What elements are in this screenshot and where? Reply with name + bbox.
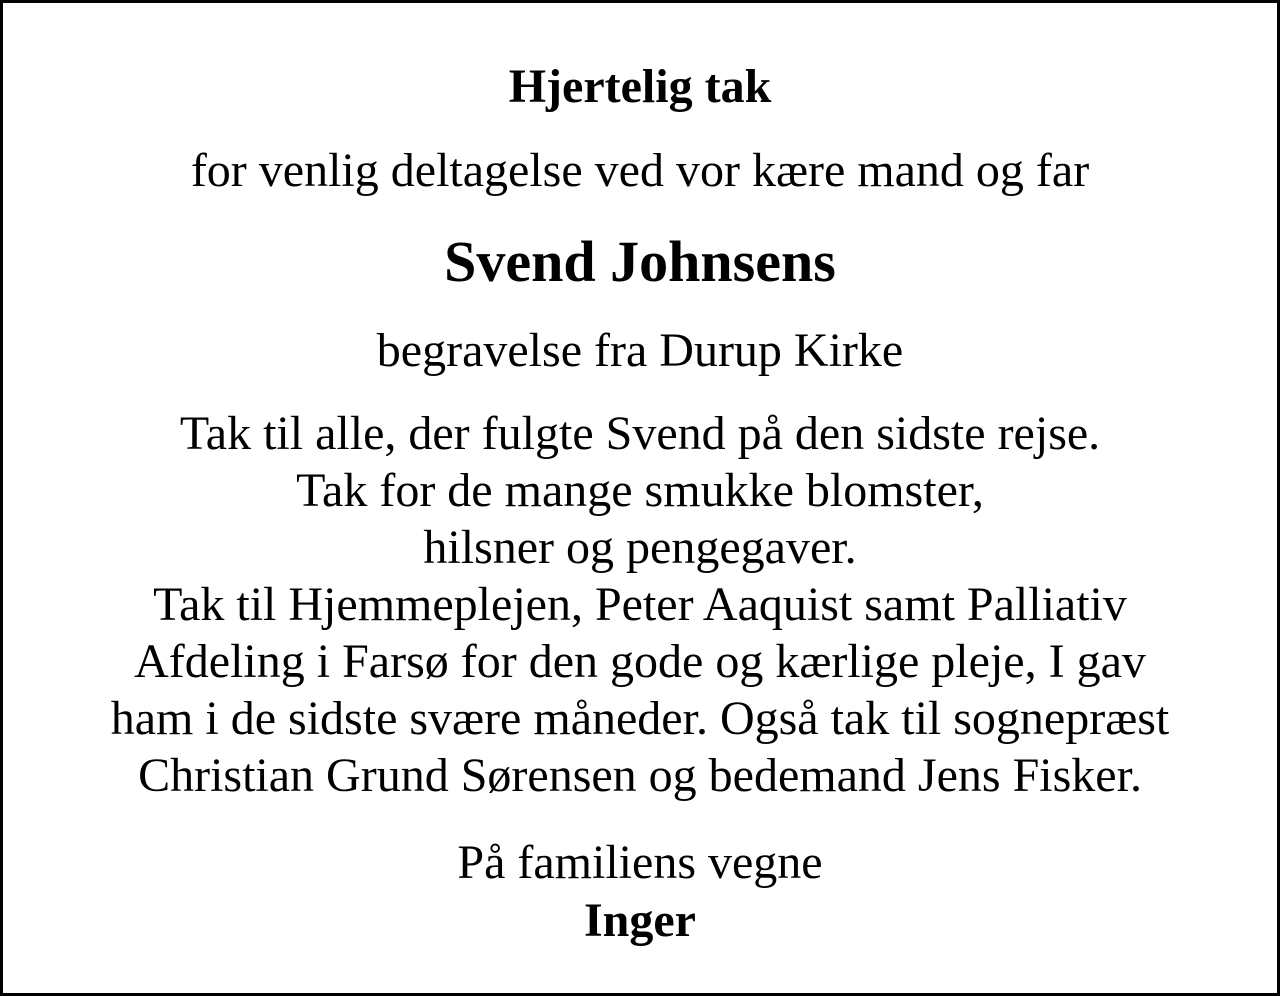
notice-heading: Hjertelig tak (508, 60, 772, 113)
closing-phrase: På familiens vegne (457, 836, 823, 889)
deceased-name: Svend Johnsens (444, 229, 836, 294)
body-line: Afdeling i Farsø for den gode og kærlige pleje, I gav (134, 635, 1146, 688)
body-line: Christian Grund Sørensen og bedemand Jens Fisker. (138, 749, 1142, 802)
body-line: Tak for de mange smukke blomster, (296, 464, 984, 517)
body-line: hilsner og pengegaver. (423, 521, 857, 574)
body-line: ham i de sidste svære måneder. Også tak til sognepræst (110, 692, 1170, 745)
signer-name: Inger (584, 894, 696, 947)
thank-you-body (3, 405, 1277, 804)
body-line: Tak til alle, der fulgte Svend på den sidste rejse. (179, 407, 1101, 460)
funeral-church: begravelse fra Durup Kirke (376, 324, 904, 377)
body-line: Tak til Hjemmeplejen, Peter Aaquist samt Palliativ (153, 578, 1127, 631)
notice-intro: for venlig deltagelse ved vor kære mand og far (190, 144, 1090, 197)
